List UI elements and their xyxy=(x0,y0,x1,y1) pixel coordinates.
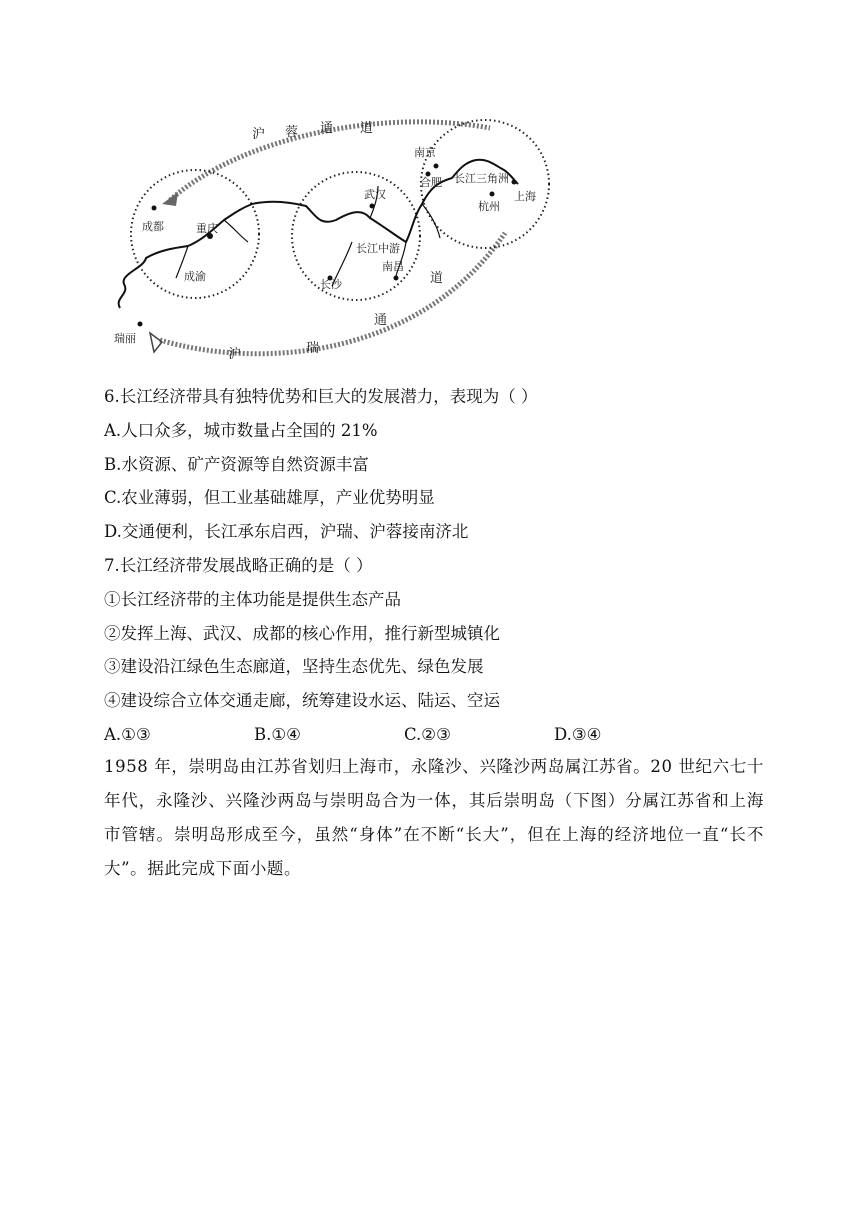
zhongyou-region-circle xyxy=(292,172,420,300)
route-label: 沪 xyxy=(252,127,266,142)
q7-option-a: A.①③ xyxy=(104,724,151,744)
city-label: 重庆 xyxy=(196,222,218,235)
city-label: 杭州 xyxy=(478,200,500,213)
questions xyxy=(104,380,764,752)
q7-options xyxy=(104,718,764,752)
yangtze-economic-belt-map xyxy=(100,108,560,370)
city-label: 南京 xyxy=(414,146,436,159)
city-label: 长江三角洲 xyxy=(454,172,509,185)
city-label: 长沙 xyxy=(320,278,342,291)
city-point xyxy=(370,204,375,209)
q7-stem: 7.长江经济带发展战略正确的是（ ） xyxy=(104,555,373,575)
hurui-corridor-arc xyxy=(160,233,505,354)
q6-option-b: B.水资源、矿产资源等自然资源丰富 xyxy=(104,454,369,474)
city-label: 南昌 xyxy=(382,260,404,273)
city-label: 长江中游 xyxy=(356,242,400,255)
city-point xyxy=(490,192,495,197)
city-point xyxy=(512,180,517,185)
city-point xyxy=(138,322,143,327)
q6-stem: 6.长江经济带具有独特优势和巨大的发展潜力，表现为（ ） xyxy=(104,387,538,406)
city-point xyxy=(434,164,439,169)
route-label: 蓉 xyxy=(285,125,299,140)
city-label: 成渝 xyxy=(184,270,206,283)
city-point xyxy=(394,276,399,281)
q7-statement-2: ②发挥上海、武汉、成都的核心作用，推行新型城镇化 xyxy=(104,623,500,643)
city-label: 成都 xyxy=(142,220,164,233)
city-label: 上海 xyxy=(514,190,536,203)
route-label: 通 xyxy=(320,121,334,136)
q6-option-a: A.人口众多，城市数量占全国的 21% xyxy=(104,420,378,440)
q7-statement-4: ④建设综合立体交通走廊，统筹建设水运、陆运、空运 xyxy=(104,691,500,711)
route-label: 道 xyxy=(360,121,374,136)
route-label: 瑞 xyxy=(306,341,320,356)
q6-option-c: C.农业薄弱，但工业基础雄厚，产业优势明显 xyxy=(104,488,435,508)
tributary-line xyxy=(422,204,440,238)
route-label: 沪 xyxy=(228,347,242,362)
q7-option-b: B.①④ xyxy=(254,724,301,744)
city-label: 瑞丽 xyxy=(114,332,136,345)
q7-statement-1: ①长江经济带的主体功能是提供生态产品 xyxy=(104,589,401,609)
tributary-line xyxy=(224,220,248,242)
city-label: 合肥 xyxy=(420,176,442,189)
hurong-arrow-icon xyxy=(162,192,178,206)
q6-option-d: D.交通便利，长江承东启西，沪瑞、沪蓉接南济北 xyxy=(104,522,469,542)
city-label: 武汉 xyxy=(364,188,386,201)
chongming-passage: 1958 年，崇明岛由江苏省划归上海市，永隆沙、兴隆沙两岛属江苏省。20 世纪六七十年代，永隆沙、兴隆沙两岛与崇明岛合为一体，其后崇明岛（下图）分属江苏省和上海市管辖。崇明岛形成至今，虽然“身体”在不断“长大”，但在上海的经济地位一直“长不大”。据此完成下面小题。 xyxy=(104,757,764,878)
city-point xyxy=(152,206,157,211)
route-label: 通 xyxy=(374,313,388,328)
q7-statement-3: ③建设沿江绿色生态廊道，坚持生态优先、绿色发展 xyxy=(104,657,484,677)
q7-option-c: C.②③ xyxy=(404,724,451,744)
q7-option-d: D.③④ xyxy=(554,724,602,744)
route-label: 道 xyxy=(430,271,444,286)
